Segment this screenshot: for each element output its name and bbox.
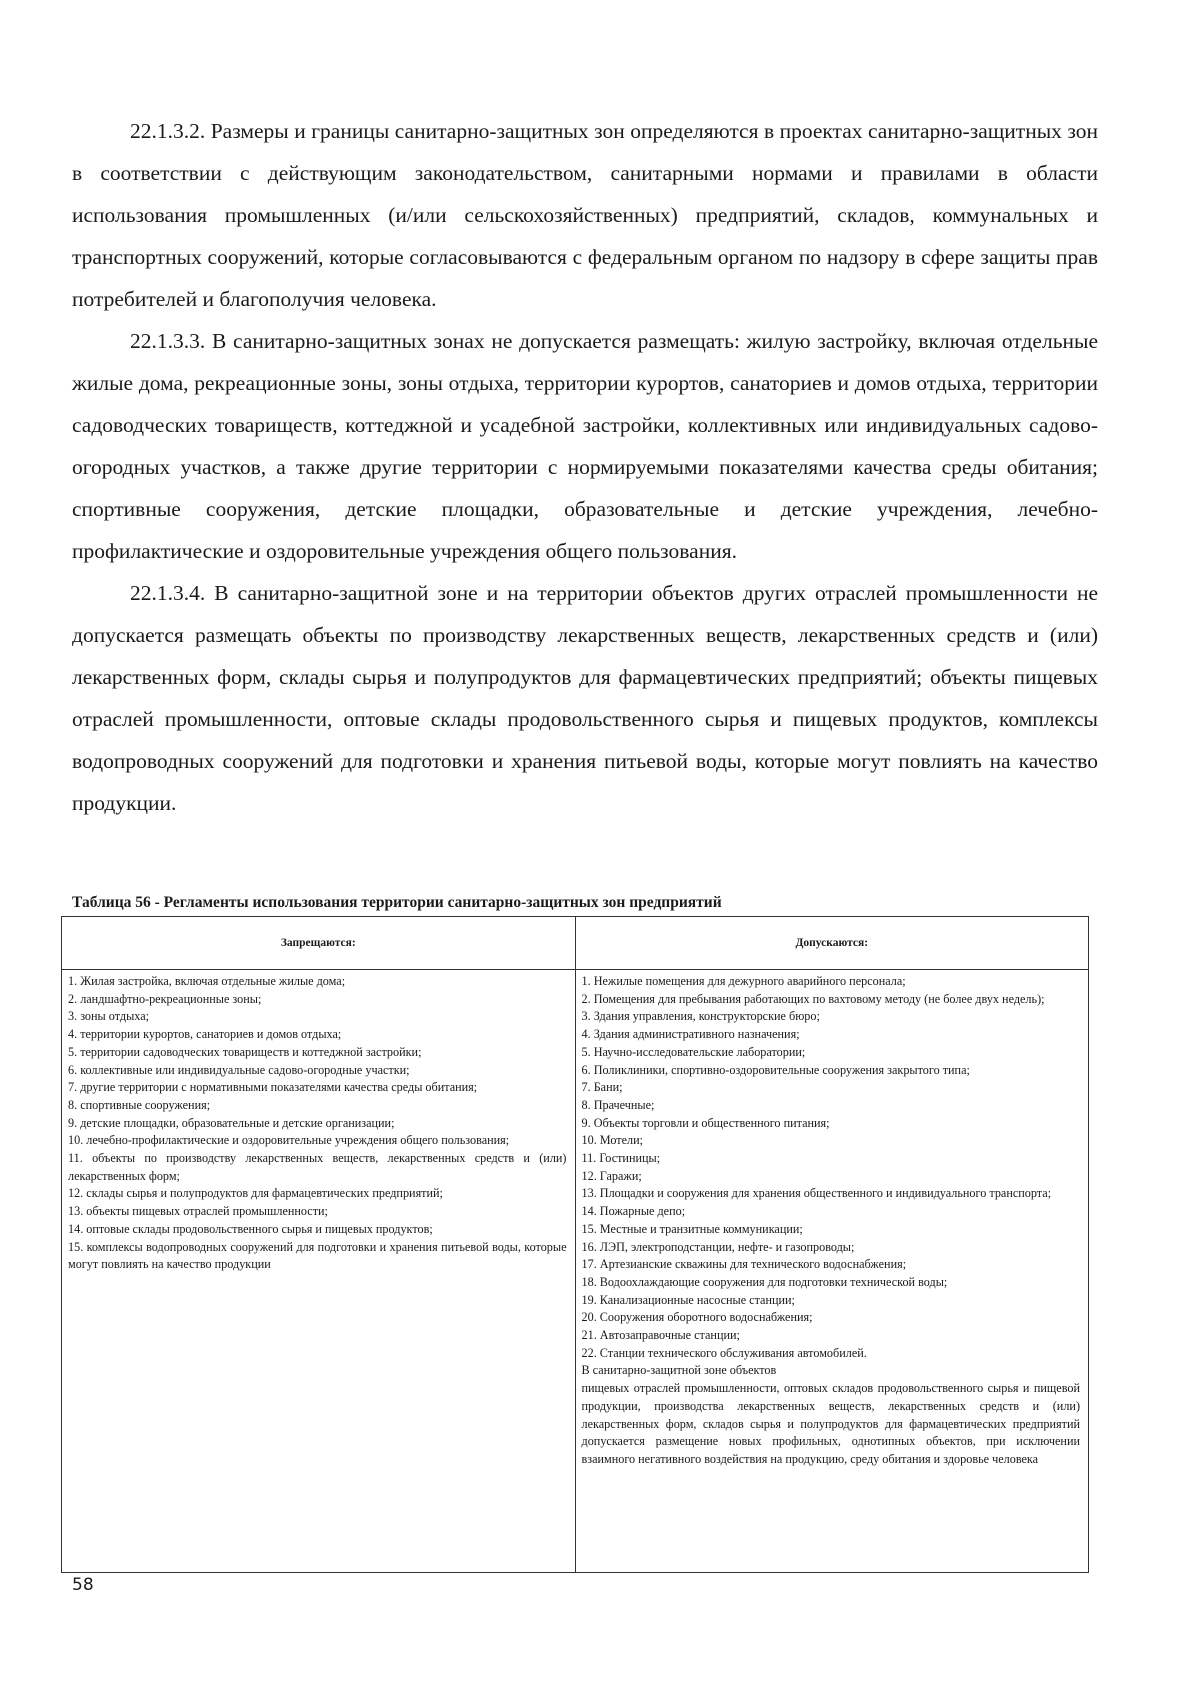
allowed-note: пищевых отраслей промышленности, оптовых складов продовольственного сырья и пищевой продукции, производства лекарственных веществ, лекарственных средств и (или) лекарственных форм, складов сырья и полупродуктов для фармацевтических предприятий допускается размещение новых профильных, однотипных объектов, при исключении взаимного негативного воздействия на продукцию, среду обитания и здоровье человека [581,1381,1080,1466]
list-item: 20. Сооружения оборотного водоснабжения; [581,1310,813,1325]
paragraph-22-1-3-2: 22.1.3.2. Размеры и границы санитарно-защитных зон определяются в проектах санитарно-защитных зон в соответствии с действующим законодательством, санитарными нормами и правилами в области использования промышленных (и/или сельскохозяйственных) предприятий, складов, коммунальных и транспортных сооружений, которые согласовываются с федеральным органом по надзору в сфере защиты прав потребителей и благополучия человека. [72,119,1098,311]
list-item: 15. комплексы водопроводных сооружений для подготовки и хранения питьевой воды, которые могут повлиять на качество продукции [68,1239,567,1272]
list-item: 2. ландшафтно-рекреационные зоны; [68,991,262,1006]
list-item: 4. территории курортов, санаториев и домов отдыха; [68,1027,342,1042]
list-item: 8. спортивные сооружения; [68,1097,211,1112]
list-item: 16. ЛЭП, электроподстанции, нефте- и газопроводы; [581,1239,855,1254]
list-item: 17. Артезианские скважины для технического водоснабжения; [581,1257,907,1272]
list-item: 1. Нежилые помещения для дежурного аварийного персонала; [581,974,906,988]
list-item: 11. объекты по производству лекарственных веществ, лекарственных средств и (или) лекарственных форм; [68,1151,567,1183]
list-item: 18. Водоохлаждающие сооружения для подготовки технической воды; [581,1274,948,1289]
list-item: 6. коллективные или индивидуальные садово-огородные участки; [68,1062,410,1077]
list-item: 2. Помещения для пребывания работающих по вахтовому методу (не более двух недель); [581,991,1045,1006]
list-item: 13. объекты пищевых отраслей промышленности; [68,1204,328,1219]
table-row [62,970,1089,1573]
list-item: 10. Мотели; [581,1133,643,1148]
table-header-row [62,917,1089,970]
list-item: 9. Объекты торговли и общественного питания; [581,1115,830,1130]
list-item: 22. Станции технического обслуживания автомобилей. [581,1345,867,1360]
allowed-list [582,973,1081,1362]
list-item: 12. Гаражи; [581,1168,642,1183]
list-item: 3. зоны отдыха; [68,1009,149,1024]
allowed-cell [575,970,1089,1573]
body-text [72,110,1098,824]
list-item: 15. Местные и транзитные коммуникации; [581,1221,803,1236]
list-item: 21. Автозаправочные станции; [581,1328,740,1343]
list-item: 9. детские площадки, образовательные и детские организации; [68,1115,395,1130]
list-item: 12. склады сырья и полупродуктов для фармацевтических предприятий; [68,1186,443,1201]
list-item: 11. Гостиницы; [581,1151,661,1166]
list-item: 8. Прачечные; [581,1097,655,1112]
prohibited-list [68,973,567,1274]
list-item: 7. Бани; [581,1080,623,1095]
list-item: 4. Здания административного назначения; [581,1027,800,1042]
list-item: 7. другие территории с нормативными показателями качества среды обитания; [68,1080,478,1095]
prohibited-cell [62,970,576,1573]
list-item: 3. Здания управления, конструкторские бюро; [581,1009,820,1024]
list-item: 14. оптовые склады продовольственного сырья и пищевых продуктов; [68,1221,433,1236]
allowed-note-heading: В санитарно-защитной зоне объектов [581,1363,777,1378]
list-item: 14. Пожарные депо; [581,1204,686,1219]
header-allowed: Допускаются: [575,917,1089,970]
paragraph-22-1-3-4: 22.1.3.4. В санитарно-защитной зоне и на территории объектов других отраслей промышленности не допускается размещать объекты по производству лекарственных веществ, лекарственных средств и (или) лекарственных форм, склады сырья и полупродуктов для фармацевтических предприятий; объекты пищевых отраслей промышленности, оптовые склады продовольственного сырья и пищевых продуктов, комплексы водопроводных сооружений для подготовки и хранения питьевой воды, которые могут повлиять на качество продукции. [72,581,1098,815]
paragraph-22-1-3-3: 22.1.3.3. В санитарно-защитных зонах не допускается размещать: жилую застройку, включая отдельные жилые дома, рекреационные зоны, зоны отдыха, территории курортов, санаториев и домов отдыха, территории садоводческих товариществ, коттеджной и усадебной застройки, коллективных или индивидуальных садово-огородных участков, а также другие территории с нормируемыми показателями качества среды обитания; спортивные сооружения, детские площадки, образовательные и детские учреждения, лечебно-профилактические и оздоровительные учреждения общего пользования. [72,329,1098,563]
list-item: 10. лечебно-профилактические и оздоровительные учреждения общего пользования; [68,1133,510,1148]
header-prohibited: Запрещаются: [62,917,576,970]
list-item: 6. Поликлиники, спортивно-оздоровительные сооружения закрытого типа; [581,1062,970,1077]
list-item: 1. Жилая застройка, включая отдельные жилые дома; [68,974,346,988]
table-caption: Таблица 56 - Регламенты использования территории санитарно-защитных зон предприятий [72,894,722,911]
list-item: 13. Площадки и сооружения для хранения общественного и индивидуального транспорта; [581,1186,1052,1201]
sanitary-zone-rules-table [61,916,1089,1573]
page-number: 58 [72,1575,94,1595]
list-item: 5. территории садоводческих товариществ и коттеджной застройки; [68,1044,422,1059]
list-item: 19. Канализационные насосные станции; [581,1292,795,1307]
list-item: 5. Научно-исследовательские лаборатории; [581,1044,806,1059]
